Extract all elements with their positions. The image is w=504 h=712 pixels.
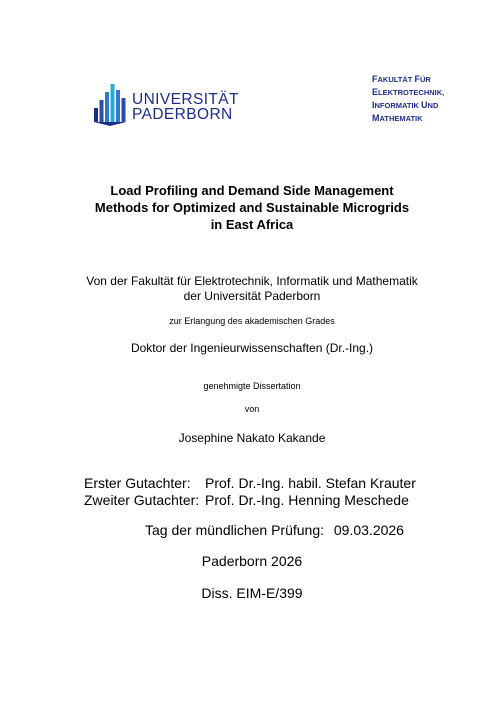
faculty-line: INFORMATIK UND [372, 100, 439, 110]
author-name: Josephine Nakato Kakande [178, 431, 326, 445]
faculty-label [372, 73, 444, 125]
faculty-line: FAKULTÄT FÜR [372, 74, 431, 84]
exam-date-label: Tag der mündlichen Prüfung: [145, 522, 324, 538]
reviewer-label: Zweiter Gutachter: [84, 492, 200, 508]
title-line: in East Africa [210, 217, 294, 232]
reviewer-row [84, 492, 416, 509]
university-emblem-icon [94, 80, 128, 126]
reviewer-label: Erster Gutachter: [84, 475, 191, 491]
title-line: Methods for Optimized and Sustainable Microgrids [94, 200, 410, 215]
reviewer-name: Prof. Dr.-Ing. habil. Stefan Krauter [205, 475, 416, 491]
reviewers [84, 475, 416, 509]
faculty-line: MATHEMATIK [372, 113, 423, 123]
university-logo [94, 80, 239, 126]
awarding-faculty-line2: der Universität Paderborn [183, 289, 321, 303]
exam-date-value: 09.03.2026 [333, 522, 404, 538]
exam-date [145, 522, 404, 538]
place-year: Paderborn 2026 [201, 553, 303, 569]
reviewer-row [84, 475, 416, 492]
by-text: von [244, 404, 260, 414]
university-name [132, 92, 239, 122]
university-name-line2: PADERBORN [132, 106, 233, 123]
faculty-line: ELEKTROTECHNIK, [372, 87, 445, 97]
reviewer-name: Prof. Dr.-Ing. Henning Meschede [205, 492, 409, 508]
title-line: Load Profiling and Demand Side Management [110, 183, 394, 198]
university-name-line1: UNIVERSITÄT [132, 91, 239, 108]
purpose-text: zur Erlangung des akademischen Grades [169, 316, 335, 326]
approved-text: genehmigte Dissertation [203, 381, 301, 391]
awarding-faculty [40, 274, 464, 304]
degree-text: Doktor der Ingenieurwissenschaften (Dr.-Ing.) [130, 341, 374, 355]
dissertation-number: Diss. EIM-E/399 [201, 585, 303, 601]
awarding-faculty-line1: Von der Fakultät für Elektrotechnik, Informatik und Mathematik [86, 274, 418, 288]
dissertation-title [60, 182, 444, 233]
